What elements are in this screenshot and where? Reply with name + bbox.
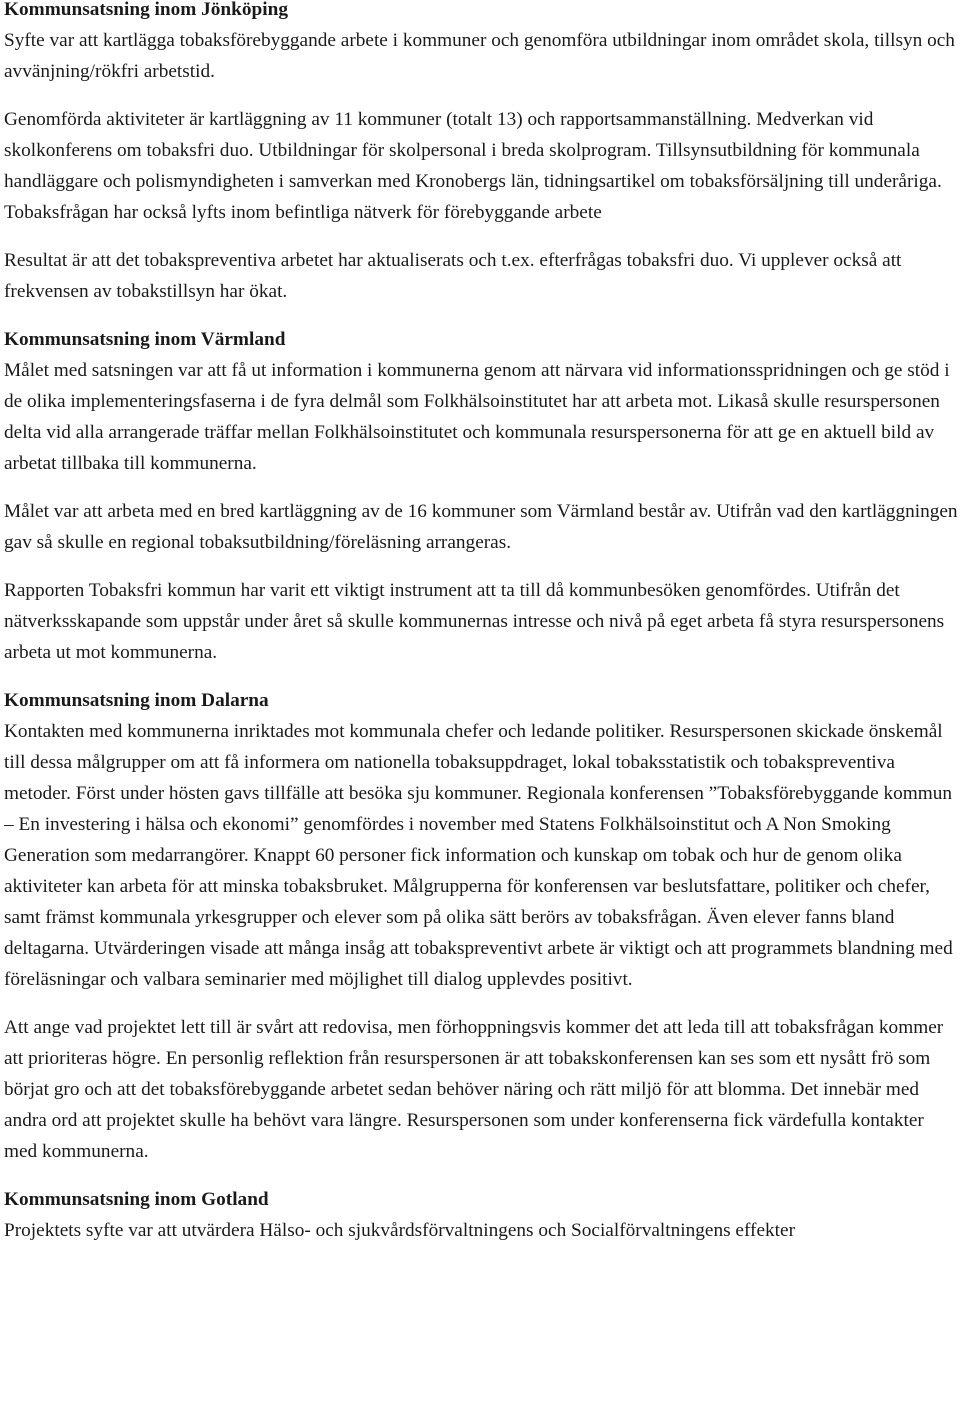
section-heading-varmland: Kommunsatsning inom Värmland bbox=[4, 329, 286, 350]
paragraph: Syfte var att kartlägga tobaksförebyggande arbete i kommuner och genomföra utbildningar inom området skola, tillsyn och avvänjning/rökfri arbetstid. bbox=[4, 30, 955, 82]
section-heading-dalarna: Kommunsatsning inom Dalarna bbox=[4, 690, 269, 711]
paragraph: Rapporten Tobaksfri kommun har varit ett viktigt instrument att ta till då kommunbesöken genomfördes. Utifrån det nätverksskapande som uppstår under året så skulle kommunernas intresse och nivå på eget arbeta få styra resurspersonens arbeta ut mot kommunerna. bbox=[4, 580, 945, 663]
paragraph: Kontakten med kommunerna inriktades mot kommunala chefer och ledande politiker. Resurspersonen skickade önskemål till dessa målgrupper om att få informera om nationella tobaksuppdraget, lokal tobaksstatistik och tobakspreventiva metoder. Först under hösten gavs tillfälle att besöka sju kommuner. Regionala konferensen ”Tobaksförebyggande kommun – En investering i hälsa och ekonomi” genomfördes i november med Statens Folkhälsoinstitut och A Non Smoking Generation som medarrangörer. Knappt 60 personer fick information och kunskap om tobak och hur de genom olika aktiviteter kan arbeta för att minska tobaksbruket. Målgrupperna för konferensen var beslutsfattare, politiker och chefer, samt främst kommunala yrkesgrupper och elever som på olika sätt berörs av tobaksfrågan. Även elever fanns bland deltagarna. Utvärderingen visade att många insåg att tobakspreventivt arbete är viktigt och att programmets blandning med föreläsningar och valbara seminarier med möjlighet till dialog upplevdes positivt. bbox=[4, 721, 953, 990]
paragraph: Målet med satsningen var att få ut information i kommunerna genom att närvara vid informationsspridningen och ge stöd i de olika implementeringsfaserna i de fyra delmål som Folkhälsoinstitutet har att arbeta mot. Likaså skulle resurspersonen delta vid alla arrangerade träffar mellan Folkhälsoinstitutet och kommunala resurspersonerna för att ge en aktuell bild av arbetat tillbaka till kommunerna. bbox=[4, 360, 950, 474]
paragraph: Att ange vad projektet lett till är svårt att redovisa, men förhoppningsvis kommer det att leda till att tobaksfrågan kommer att prioriteras högre. En personlig reflektion från resurspersonen är att tobakskonferensen kan ses som ett nysått frö som börjat gro och att det tobaksförebyggande arbetet sedan behöver näring och rätt miljö för att blomma. Det innebär med andra ord att projektet skulle ha behövt vara längre. Resurspersonen som under konferenserna fick värdefulla kontakter med kommunerna. bbox=[4, 1017, 944, 1162]
paragraph: Resultat är att det tobakspreventiva arbetet har aktualiserats och t.ex. efterfrågas tobaksfri duo. Vi upplever också att frekvensen av tobakstillsyn har ökat. bbox=[4, 250, 902, 302]
document-page bbox=[4, 0, 958, 1246]
section-heading-gotland: Kommunsatsning inom Gotland bbox=[4, 1189, 269, 1210]
section-heading-jonkoping: Kommunsatsning inom Jönköping bbox=[4, 0, 288, 20]
paragraph: Genomförda aktiviteter är kartläggning av 11 kommuner (totalt 13) och rapportsammanställning. Medverkan vid skolkonferens om tobaksfri duo. Utbildningar för skolpersonal i breda skolprogram. Tillsynsutbildning för kommunala handläggare och polismyndigheten i samverkan med Kronobergs län, tidningsartikel om tobaksförsäljning till underåriga. Tobaksfrågan har också lyfts inom befintliga nätverk för förebyggande arbete bbox=[4, 109, 942, 223]
paragraph: Målet var att arbeta med en bred kartläggning av de 16 kommuner som Värmland består av. Utifrån vad den kartläggningen gav så skulle en regional tobaksutbildning/föreläsning arrangeras. bbox=[4, 501, 958, 553]
paragraph: Projektets syfte var att utvärdera Hälso- och sjukvårdsförvaltningens och Socialförvaltningens effekter bbox=[4, 1220, 796, 1241]
